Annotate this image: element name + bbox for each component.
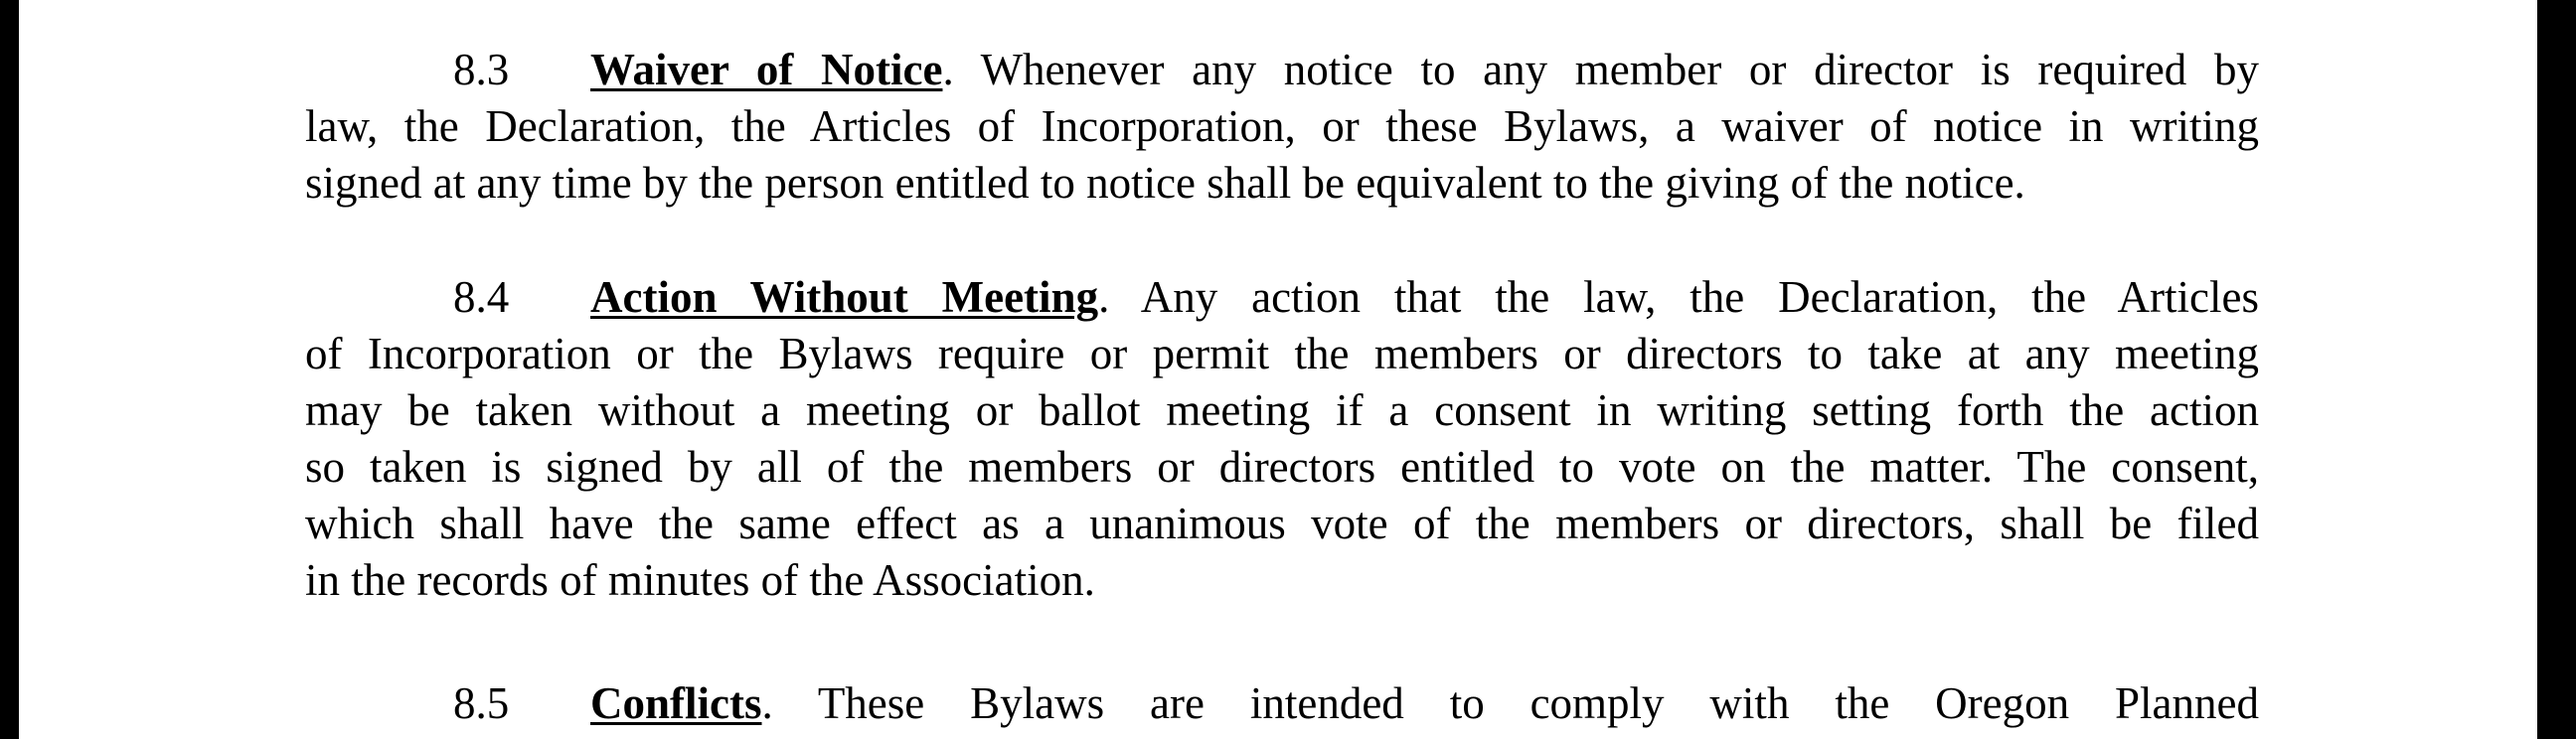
section-8-3: [305, 42, 2259, 212]
paragraph-line: so taken is signed by all of the members or directors entitled to vote on the matter. The consent,: [305, 442, 2259, 492]
section-8-4: [305, 269, 2259, 609]
section-first-line-body: [590, 269, 2259, 326]
paragraph-line: in the records of minutes of the Association.: [305, 555, 1095, 605]
section-8-5: [305, 675, 2259, 732]
section-heading: Action Without Meeting: [590, 272, 1099, 322]
paragraph-line: signed at any time by the person entitled to notice shall be equivalent to the giving of the notice.: [305, 158, 2025, 208]
section-heading: Waiver of Notice: [590, 45, 943, 94]
section-first-line-text: . These Bylaws are intended to comply with the Oregon Planned: [761, 678, 2259, 728]
section-first-line-text: . Any action that the law, the Declaration, the Articles: [1098, 272, 2259, 322]
paragraph-line: which shall have the same effect as a unanimous vote of the members or directors, shall be filed: [305, 499, 2259, 548]
section-first-line-text: . Whenever any notice to any member or director is required by: [942, 45, 2259, 94]
section-number: 8.5: [453, 678, 510, 728]
paragraph-line: may be taken without a meeting or ballot meeting if a consent in writing setting forth the action: [305, 385, 2259, 435]
section-number: 8.4: [453, 272, 510, 322]
document-page: [19, 0, 2537, 739]
section-first-line: [305, 675, 2259, 732]
paragraph-line: of Incorporation or the Bylaws require or permit the members or directors to take at any meeting: [305, 329, 2259, 378]
section-number: 8.3: [453, 45, 510, 94]
section-first-line-body: [590, 42, 2259, 98]
section-first-line-body: [590, 675, 2259, 732]
section-first-line: [305, 42, 2259, 98]
section-first-line: [305, 269, 2259, 326]
paragraph-line: law, the Declaration, the Articles of Incorporation, or these Bylaws, a waiver of notice in writing: [305, 101, 2259, 151]
section-heading: Conflicts: [590, 678, 762, 728]
